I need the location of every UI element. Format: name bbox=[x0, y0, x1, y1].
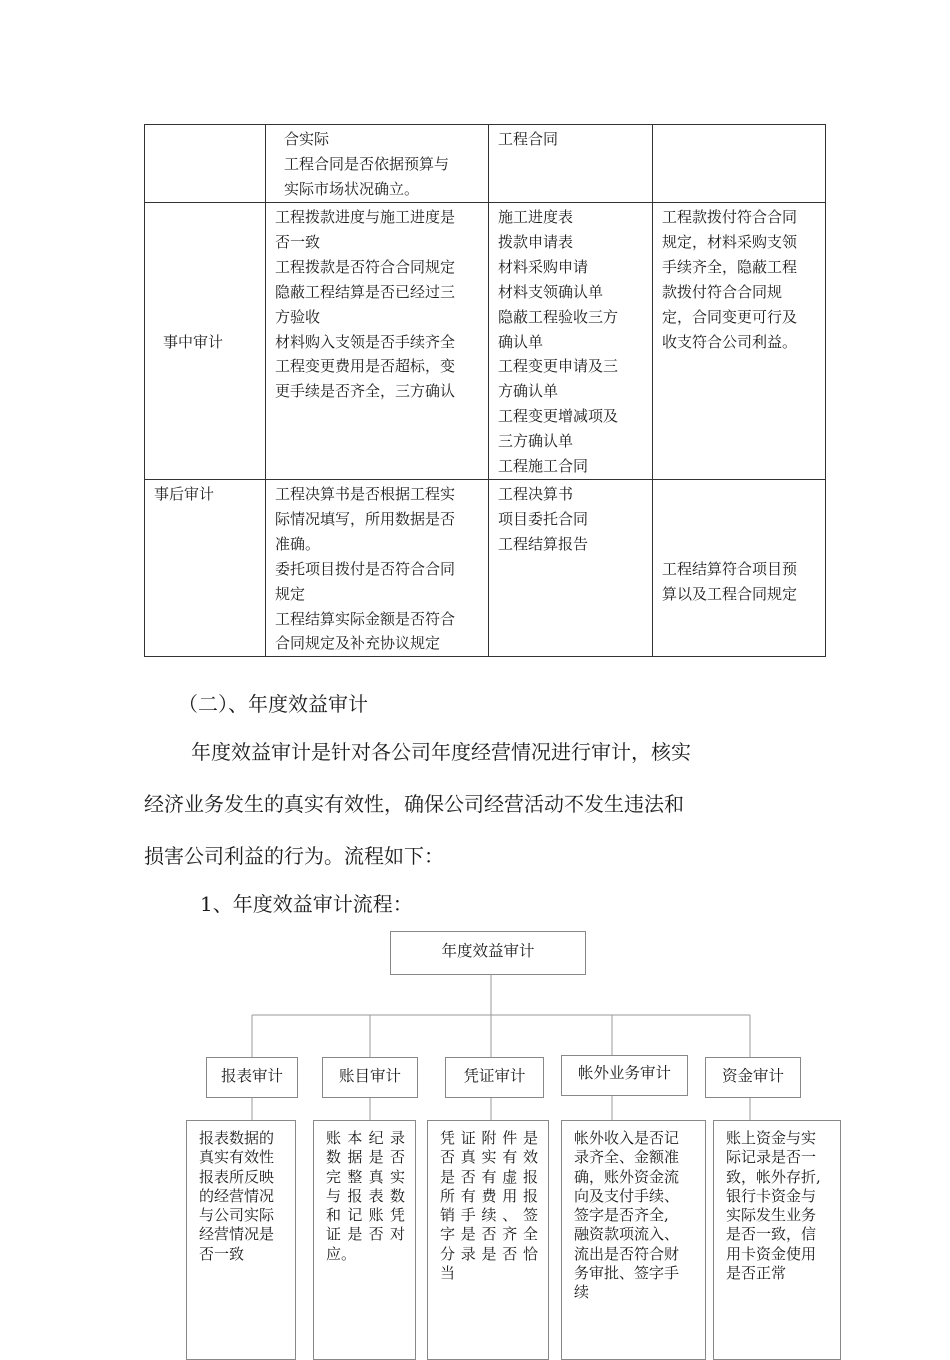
check-cell: 工程拨款进度与施工进度是 否一致 工程拨款是否符合合同规定 隐蔽工程结算是否已经过三 方验收 材料购入支领是否手续齐全 工程变更费用是否超标，变 更手续是否齐全，三方确认 bbox=[266, 203, 489, 480]
check-cell: 工程决算书是否根据工程实 际情况填写，所用数据是否 准确。 委托项目拨付是否符合合同 规定 工程结算实际金额是否符合 合同规定及补充协议规定 bbox=[266, 479, 489, 656]
flow-branch-node: 资金审计 bbox=[705, 1057, 801, 1098]
sub-heading: 1、年度效益审计流程： bbox=[200, 892, 413, 916]
stage-cell: 事中审计 bbox=[145, 203, 266, 480]
docs-cell: 施工进度表 拨款申请表 材料采购申请 材料支领确认单 隐蔽工程验收三方 确认单 工程变更申请及三 方确认单 工程变更增减项及 三方确认单 工程施工合同 bbox=[489, 203, 653, 480]
conclusion-cell: 工程结算符合项目预 算以及工程合同规定 bbox=[653, 479, 826, 656]
check-cell: 合实际 工程合同是否依据预算与 实际市场状况确立。 bbox=[266, 125, 489, 203]
flow-detail-box: 账本纪录 数据是否 完整真实 与报表数 和记账凭 证是否对 应。 bbox=[313, 1120, 416, 1360]
flow-detail-box: 账上资金与实 际记录是否一 致，帐外存折, 银行卡资金与 实际发生业务 是否一致，信 用卡资金使用 是否正常 bbox=[713, 1120, 841, 1360]
conclusion-cell: 工程款拨付符合合同 规定，材料采购支领 手续齐全，隐蔽工程 款拨付符合合同规 定，合同变更可行及 收支符合公司利益。 bbox=[653, 203, 826, 480]
flow-root-node: 年度效益审计 bbox=[390, 931, 586, 975]
flow-branch-node: 凭证审计 bbox=[445, 1057, 544, 1098]
section-paragraph: 年度效益审计是针对各公司年度经营情况进行审计，核实 经济业务发生的真实有效性，确保公司经营活动不发生违法和 损害公司利益的行为。流程如下： bbox=[144, 740, 691, 868]
flow-branch-node: 帐外业务审计 bbox=[561, 1055, 688, 1096]
docs-cell: 工程决算书 项目委托合同 工程结算报告 bbox=[489, 479, 653, 656]
flow-detail-box: 凭证附件是 否真实有效 是否有虚报 所有费用报 销手续、签 字是否齐全 分录是否恰 当 bbox=[427, 1120, 549, 1360]
flow-branch-node: 报表审计 bbox=[206, 1057, 298, 1098]
stage-cell: 事后审计 bbox=[145, 479, 266, 656]
section-heading: （二）、年度效益审计 bbox=[178, 692, 368, 716]
flow-detail-box: 帐外收入是否记 录齐全、金额准 确，账外资金流 向及支付手续、 签字是否齐全, 融资款项流入、 流出是否符合财 务审批、签字手 续 bbox=[561, 1120, 706, 1360]
flow-detail-box: 报表数据的 真实有效性 报表所反映 的经营情况 与公司实际 经营情况是 否一致 bbox=[186, 1120, 296, 1360]
flow-branch-node: 账目审计 bbox=[322, 1057, 418, 1098]
docs-cell: 工程合同 bbox=[489, 125, 653, 203]
